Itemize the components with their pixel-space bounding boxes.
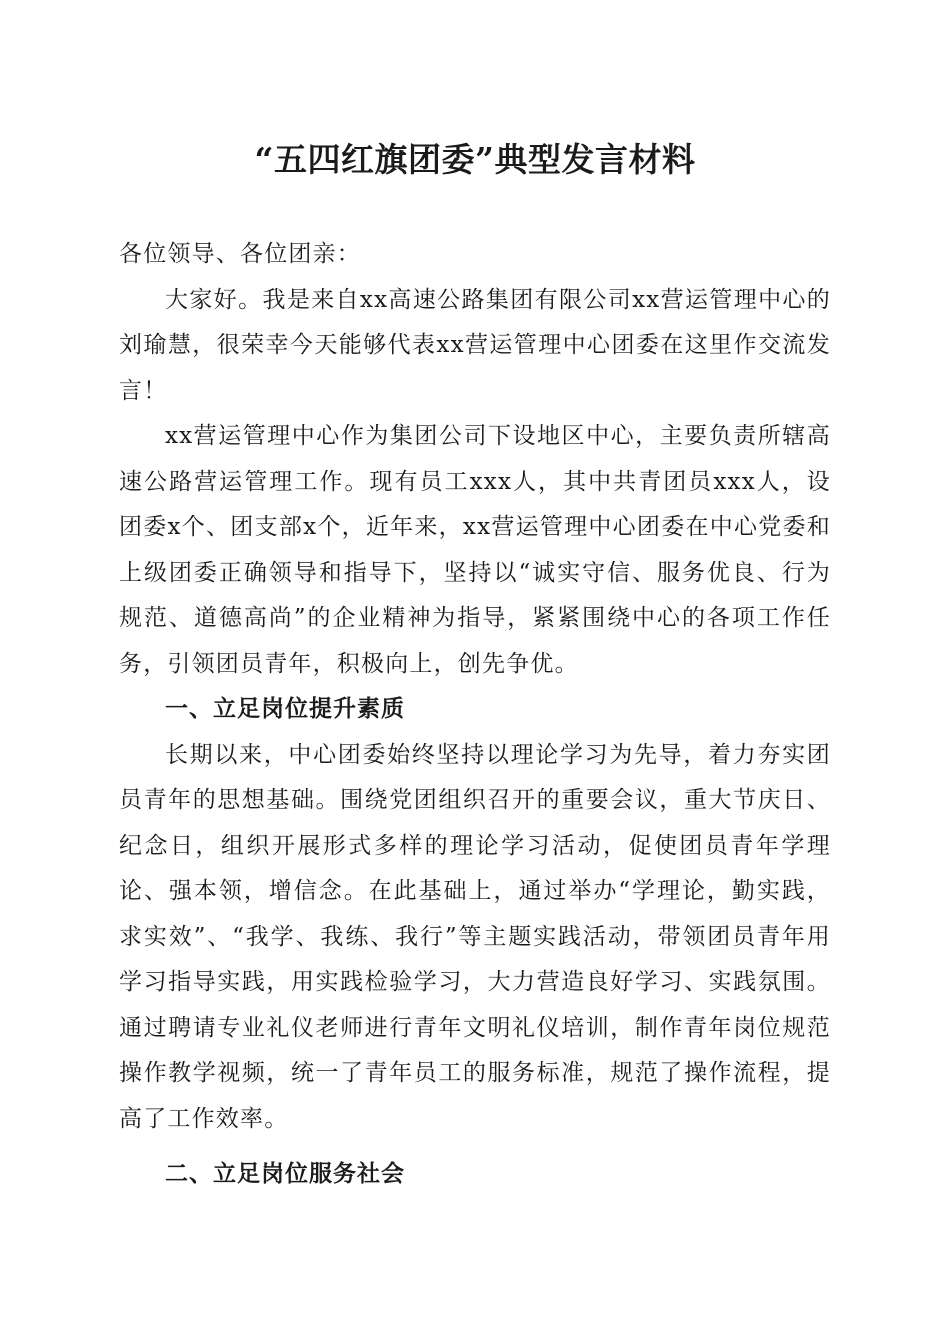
section-heading-2: 二、立足岗位服务社会 bbox=[165, 1161, 405, 1187]
intro-paragraph: 大家好。我是来自xx高速公路集团有限公司xx营运管理中心的刘瑜慧，很荣幸今天能够代表xx营运管理中心团委在这里作交流发言！ bbox=[119, 286, 831, 404]
section-heading-1: 一、立足岗位提升素质 bbox=[165, 696, 405, 722]
document-body bbox=[119, 232, 831, 1198]
section-1-paragraph: 长期以来，中心团委始终坚持以理论学习为先导，着力夯实团员青年的思想基础。围绕党团组织召开的重要会议，重大节庆日、纪念日，组织开展形式多样的理论学习活动，促使团员青年学理论、强本领，增信念。在此基础上，通过举办“学理论，勤实践，求实效”、“我学、我练、我行”等主题实践活动，带领团员青年用学习指导实践，用实践检验学习，大力营造良好学习、实践氛围。通过聘请专业礼仪老师进行青年文明礼仪培训，制作青年岗位规范操作教学视频，统一了青年员工的服务标准，规范了操作流程，提高了工作效率。 bbox=[119, 741, 831, 1132]
document-title: “五四红旗团委”典型发言材料 bbox=[254, 140, 696, 179]
overview-paragraph: xx营运管理中心作为集团公司下设地区中心，主要负责所辖高速公路营运管理工作。现有员工xxx人，其中共青团员xxx人，设团委x个、团支部x个，近年来，xx营运管理中心团委在中心党委和上级团委正确领导和指导下，坚持以“诚实守信、服务优良、行为规范、道德高尚”的企业精神为指导，紧紧围绕中心的各项工作任务，引领团员青年，积极向上，创先争优。 bbox=[119, 423, 831, 677]
salutation: 各位领导、各位团亲： bbox=[119, 241, 361, 267]
